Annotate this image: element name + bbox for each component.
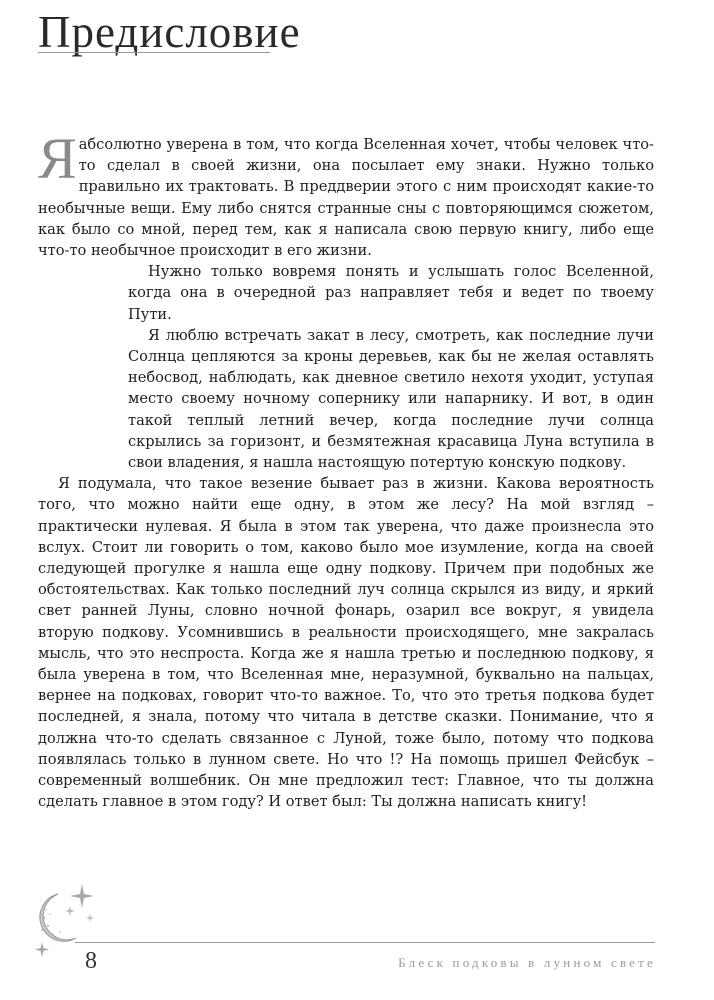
drop-cap: Я bbox=[38, 126, 77, 191]
paragraph-4: Я подумала, что такое везение бывает раз в жизни. Какова вероятность того, что можно найти еще одну, в этом же лесу? На мой взгляд – практически нулевая. Я была в этом так уверена, что даже произнесла это вслух. Стоит ли говорить о том, каково было мое изумление, когда на своей следующей прогулке я нашла еще одну подкову. Причем при подобных же обстоятельствах. Как только последний луч солнца скрылся из виду, и яркий свет ранней Луны, словно ночной фонарь, озарил все вокруг, я увидела вторую подкову. Усомнившись в реальности происходящего, мне закралась мысль, что это неспроста. Когда же я нашла третью и последнюю подкову, я была уверена в том, что Вселенная мне, неразумной, буквально на пальцах, вернее на подковах, говорит что-то важное. То, что это третья подкова будет последней, я знала, потому что читала в детстве сказки. Понимание, что я должна что-то сделать связанное с Луной, тоже было, потому что подкова появлялась только в лунном свете. Но что !? На помощь пришел Фейсбук – современный волшебник. Он мне предложил тест: Главное, что ты должна сделать главное в этом году? И ответ был: Ты должна написать книгу! bbox=[38, 475, 654, 811]
paragraph-2: Нужно только вовремя понять и услышать голос Вселенной, когда она в очередной раз направляет тебя и ведет по твоему Пути. bbox=[128, 263, 654, 323]
paragraph-1 bbox=[38, 126, 654, 261]
running-title: Блеск подковы в лунном свете bbox=[398, 955, 656, 970]
page-number: 8 bbox=[85, 948, 97, 974]
paragraph-1-text: абсолютно уверена в том, что когда Вселенная хочет, чтобы человек что-то сделал в своей жизни, она посылает ему знаки. Нужно только правильно их трактовать. В преддверии этого с ним происходят какие-то необычные вещи. Ему либо снятся странные сны с повторяющимся сюжетом, как было со мной, перед тем, как я написала свою первую книгу, либо еще что-то необычное происходит в его жизни. bbox=[38, 136, 654, 260]
chapter-title: Предисловие bbox=[38, 7, 301, 57]
paragraph-3: Я люблю встречать закат в лесу, смотреть, как последние лучи Солнца цепляются за кроны деревьев, как бы не желая оставлять небосвод, наблюдать, как дневное светило нехотя уходит, уступая место своему ночному сопернику или напарнику. И вот, в один такой теплый летний вечер, когда последние лучи солнца скрылись за горизонт, и безмятежная красавица Луна вступила в свои владения, я нашла настоящую потертую конскую подкову. bbox=[128, 326, 654, 472]
title-underline bbox=[38, 52, 270, 53]
body-text bbox=[38, 126, 654, 813]
footer-rule bbox=[75, 942, 655, 943]
